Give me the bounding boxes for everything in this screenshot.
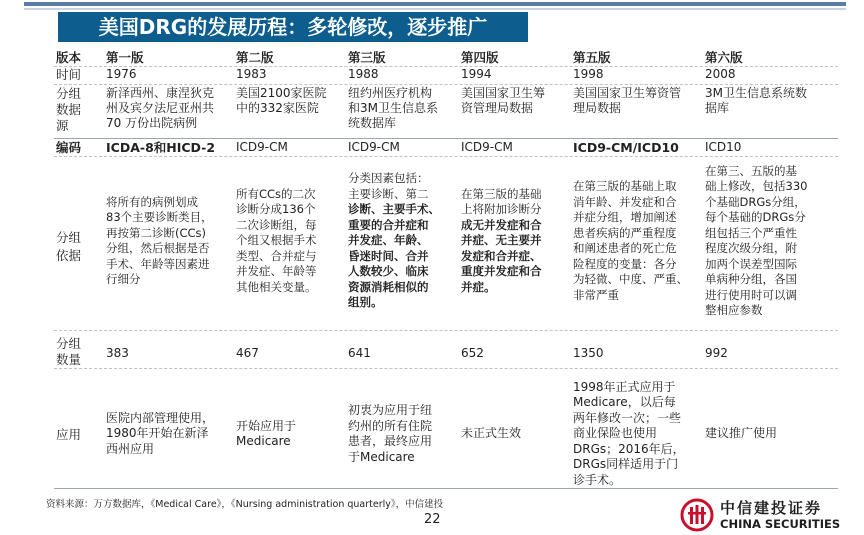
data-source-line: 中的332家医院 xyxy=(236,101,319,115)
grouping-basis-line: 再按第二诊断(CCs) xyxy=(106,226,207,240)
grouping-basis-line: 在第三版的基础上取 xyxy=(573,179,677,193)
row-label-application: 应用 xyxy=(56,427,82,442)
application-line: 开始应用于 xyxy=(236,419,297,433)
grouping-basis-line: 为轻微、中度、严重、 xyxy=(573,272,688,286)
data-source-line: 美国国家卫生筹资管 xyxy=(573,86,682,100)
group-count: 641 xyxy=(348,346,371,360)
application-line: 初衷为应用于纽 xyxy=(348,403,433,417)
application-line: 医院内部管理使用， xyxy=(106,411,215,425)
application-line: 西州应用 xyxy=(106,442,155,456)
version-name: 第四版 xyxy=(461,50,499,65)
group-count: 992 xyxy=(705,346,728,360)
grouping-basis-line: 昏迷时间、合并 xyxy=(348,249,429,263)
version-time: 2008 xyxy=(705,67,736,81)
grouping-basis-line: 诊断、主要手术、 xyxy=(348,202,440,216)
grouping-basis-line: 个基础DRGs分组， xyxy=(705,195,806,209)
group-count: 383 xyxy=(106,346,129,360)
grouping-basis-line: 主要诊断、第二 xyxy=(348,187,429,201)
grouping-basis-line: 手术、年龄等因素进 xyxy=(106,257,210,271)
grouping-basis-line: 组别。 xyxy=(348,295,383,309)
application-line: 商业保险也使用 xyxy=(573,426,658,440)
data-source-line: 美国国家卫生筹 xyxy=(461,86,546,100)
data-source-line: 3M卫生信息系统数 xyxy=(705,86,807,100)
application-line: DRGs同样适用于门 xyxy=(573,457,679,471)
grouping-basis-line: 进行使用时可以调 xyxy=(705,288,797,302)
code-value: ICD9-CM xyxy=(348,140,400,154)
company-logo xyxy=(680,497,850,533)
version-time: 1998 xyxy=(573,67,604,81)
application-line: 于Medicare xyxy=(348,450,415,464)
data-source-line: 新泽西州、康涅狄克 xyxy=(106,86,215,100)
grouping-basis-line: 诊断分成136个 xyxy=(236,202,316,216)
row-label-count: 分组 xyxy=(56,336,82,351)
table-divider xyxy=(54,156,838,157)
grouping-basis-line: 二次诊断组，每 xyxy=(236,218,317,232)
grouping-basis-line: 组包括三个严重性 xyxy=(705,226,797,240)
table-divider xyxy=(54,488,838,489)
row-label-version: 版本 xyxy=(56,50,82,65)
application-line: DRGs；2016年后， xyxy=(573,442,685,456)
slide-title: 美国DRG的发展历程：多轮修改，逐步推广 xyxy=(98,15,488,39)
grouping-basis-line: 重度并发症和合 xyxy=(461,264,542,278)
grouping-basis-line: 在第三版的基础 xyxy=(461,187,542,201)
grouping-basis-line: 单病种分组，各国 xyxy=(705,272,797,286)
table-divider xyxy=(54,138,838,139)
logo-english-text: CHINA SECURITIES xyxy=(720,517,841,531)
row-label-basis: 依据 xyxy=(56,248,82,263)
data-source-line: 州及宾夕法尼亚州共 xyxy=(106,101,215,115)
data-source-line: 理局数据 xyxy=(573,101,622,115)
data-source-line: 纽约州医疗机构 xyxy=(348,86,433,100)
title-banner xyxy=(58,12,528,42)
data-source-line: 美国2100家医院 xyxy=(236,86,327,100)
table-divider xyxy=(54,84,838,85)
grouping-basis-line: 分组，然后根据是否 xyxy=(106,241,210,255)
table-divider xyxy=(54,66,838,67)
grouping-basis-line: 并症、无主要并 xyxy=(461,233,542,247)
table-divider xyxy=(54,368,838,369)
code-value: ICD9-CM xyxy=(461,140,513,154)
data-source-line: 和3M卫生信息系 xyxy=(348,101,438,115)
grouping-basis-line: 并症分组，增加阐述 xyxy=(573,210,677,224)
version-time: 1988 xyxy=(348,67,379,81)
grouping-basis-line: 每个基础的DRGs分 xyxy=(705,210,806,224)
application-line: 诊手术。 xyxy=(573,473,622,487)
grouping-basis-line: 患者疾病的严重程度 xyxy=(573,226,677,240)
row-label-source: 分组 xyxy=(56,86,82,101)
data-source-line: 据库 xyxy=(705,101,730,115)
application-line: 未正式生效 xyxy=(461,426,522,440)
data-source-line: 70 万份出院病例 xyxy=(106,116,198,130)
grouping-basis-line: 分类因素包括： xyxy=(348,171,429,185)
code-value: ICD9-CM xyxy=(236,140,288,154)
version-time: 1976 xyxy=(106,67,137,81)
row-label-time: 时间 xyxy=(56,67,82,82)
data-source-line: 统数据库 xyxy=(348,116,397,130)
row-label-source: 数据 xyxy=(56,102,82,117)
grouping-basis-line: 非常严重 xyxy=(573,288,619,302)
grouping-basis-line: 并发症、年龄等 xyxy=(236,264,317,278)
version-name: 第一版 xyxy=(106,50,144,65)
version-name: 第六版 xyxy=(705,50,743,65)
application-line: 建议推广使用 xyxy=(705,426,778,440)
application-line: 患者，最终应用 xyxy=(348,434,433,448)
grouping-basis-line: 消年龄、并发症和合 xyxy=(573,195,677,209)
group-count: 1350 xyxy=(573,346,604,360)
grouping-basis-line: 其他相关变量。 xyxy=(236,280,317,294)
grouping-basis-line: 发症和合并症、 xyxy=(461,249,542,263)
grouping-basis-line: 并症。 xyxy=(461,280,496,294)
page-number: 22 xyxy=(424,512,441,527)
grouping-basis-line: 资源消耗相似的 xyxy=(348,280,429,294)
application-line: 两年修改一次；一些 xyxy=(573,411,682,425)
grouping-basis-line: 加两个误差型国际 xyxy=(705,257,797,271)
version-time: 1994 xyxy=(461,67,492,81)
grouping-basis-line: 个组又根据手术 xyxy=(236,233,317,247)
row-label-basis: 分组 xyxy=(56,230,82,245)
top-decorative-band xyxy=(24,2,846,6)
grouping-basis-line: 人数较少、临床 xyxy=(348,264,429,278)
source-footnote: 资料来源：万方数据库，《Medical Care》，《Nursing administration quarterly》，中信建投 xyxy=(46,499,444,510)
grouping-basis-line: 在第三、五版的基 xyxy=(705,164,797,178)
group-count: 652 xyxy=(461,346,484,360)
grouping-basis-line: 成无并发症和合 xyxy=(461,218,542,232)
version-time: 1983 xyxy=(236,67,267,81)
table-divider xyxy=(54,330,838,331)
grouping-basis-line: 83个主要诊断类目， xyxy=(106,210,213,224)
version-name: 第三版 xyxy=(348,50,386,65)
grouping-basis-line: 整相应参数 xyxy=(705,303,763,317)
grouping-basis-line: 行细分 xyxy=(106,272,141,286)
application-line: Medicare xyxy=(236,434,291,448)
data-source-line: 资管理局数据 xyxy=(461,101,534,115)
grouping-basis-line: 险程度的变量：各分 xyxy=(573,257,677,271)
grouping-basis-line: 重要的合并症和 xyxy=(348,218,429,232)
application-line: Medicare，以后每 xyxy=(573,395,676,409)
grouping-basis-line: 和阐述患者的死亡危 xyxy=(573,241,677,255)
grouping-basis-line: 所有CCs的二次 xyxy=(236,187,316,201)
application-line: 约州的所有住院 xyxy=(348,419,433,433)
version-name: 第五版 xyxy=(573,50,611,65)
row-label-count: 数量 xyxy=(56,352,82,367)
version-name: 第二版 xyxy=(236,50,274,65)
grouping-basis-line: 将所有的病例划成 xyxy=(106,195,198,209)
top-decorative-line xyxy=(24,8,846,10)
application-line: 1980年开始在新泽 xyxy=(106,426,209,440)
row-label-code: 编码 xyxy=(56,140,82,155)
code-value: ICD9-CM/ICD10 xyxy=(573,140,679,155)
row-label-source: 源 xyxy=(56,118,69,133)
logo-chinese-text: 中信建投证券 xyxy=(720,499,823,517)
group-count: 467 xyxy=(236,346,259,360)
code-value: ICDA-8和HICD-2 xyxy=(106,140,216,155)
grouping-basis-line: 并发症、年龄、 xyxy=(348,233,429,247)
grouping-basis-line: 类型、合并症与 xyxy=(236,249,317,263)
code-value: ICD10 xyxy=(705,140,742,154)
grouping-basis-line: 础上修改，包括330 xyxy=(705,179,808,193)
citic-emblem-icon xyxy=(680,498,714,532)
grouping-basis-line: 程度次级分组，附 xyxy=(705,241,797,255)
grouping-basis-line: 上将附加诊断分 xyxy=(461,202,542,216)
application-line: 1998年正式应用于 xyxy=(573,380,676,394)
